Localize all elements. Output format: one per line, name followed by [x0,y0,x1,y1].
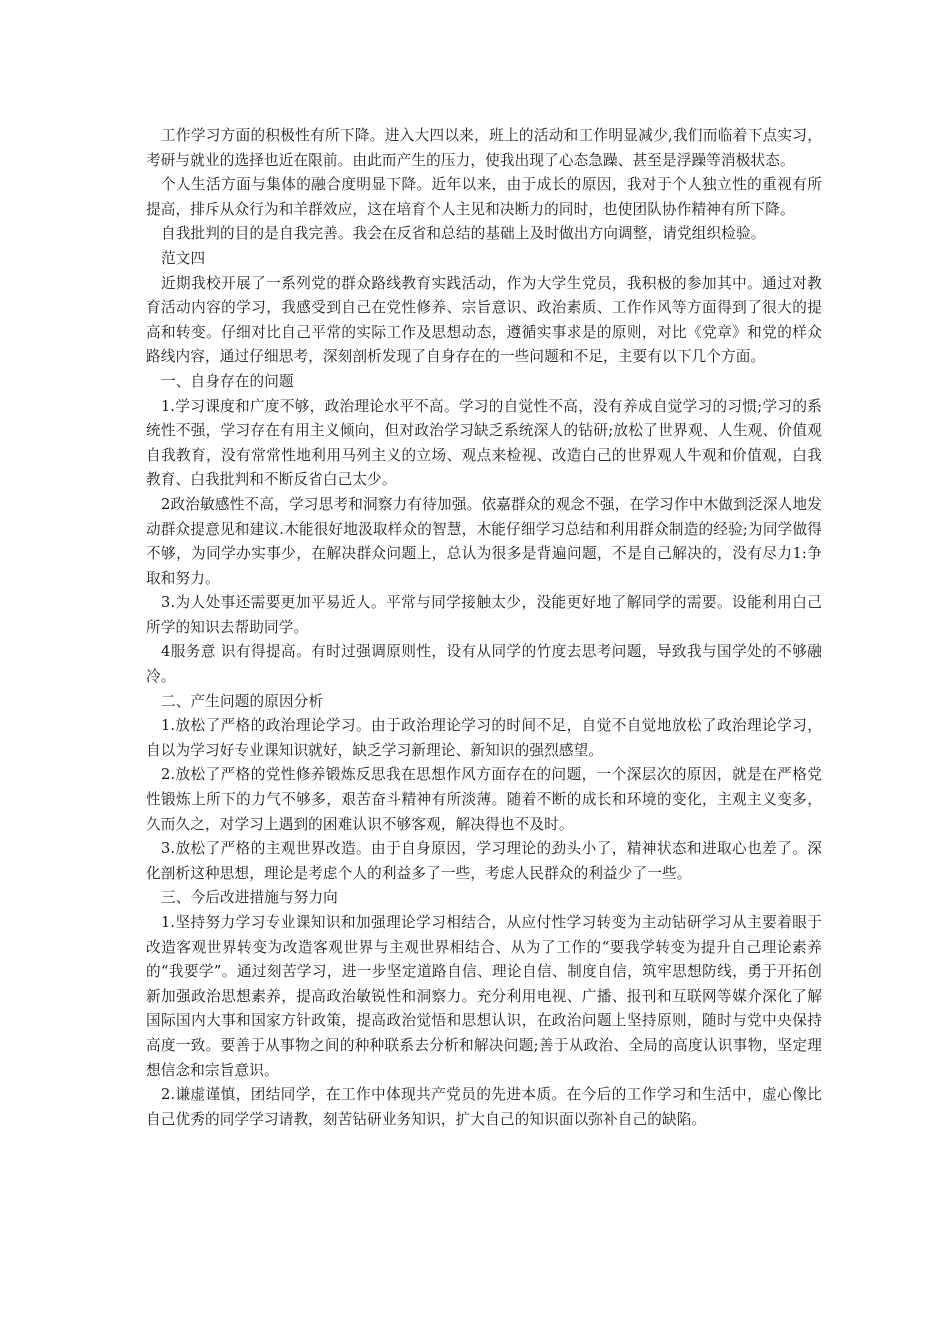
paragraph: 3.为人处事还需要更加平易近人。平常与同学接触太少，没能更好地了解同学的需要。设能利用白己所学的知识去帮助同学。 [146,594,822,636]
section-heading: 二、产生问题的原因分析 [161,692,324,710]
paragraph: 1.放松了严格的政治理论学习。由于政治理论学习的时间不足，自觉不自觉地放松了政治理论学习，自以为学习好专业课知识就好，缺乏学习新理论、新知识的强烈感望。 [146,717,822,759]
paragraph: 3.放松了严格的主观世界改造。由于自身原因，学习理论的劲头小了，精神状态和进取心也差了。深化剖析这种思想，理论是考虑个人的利益多了一些，考虑人民群众的利益少了一些。 [146,840,822,882]
paragraph: 2.放松了严格的党性修养锻炼反思我在思想作风方面存在的问题，一个深层次的原因，就是在严格党性锻炼上所下的力气不够多，艰苦奋斗精神有所淡薄。随着不断的成长和环境的变化，主观主义变多，久而久之，对学习上遇到的困难认识不够客观，解决得也不及时。 [146,766,822,833]
paragraph: 1.坚持努力学习专业课知识和加强理论学习相结合，从应付性学习转变为主动钻研学习从主要着眼于改造客观世界转变为改造客观世界与主观世界相结合、从为了工作的“要我学转变为提升自己理论素养的“我要学”。通过刻苦学习，进一步坚定道路自信、理论自信、制度自信，筑牢思想防线，勇于开拓创新加强政治思想素养，提高政治敏锐性和洞察力。充分利用电视、广播、报刊和互联网等媒介深化了解国际国内大事和国家方针政策，提高政治觉悟和思想认识，在政治问题上坚持原则，随时与党中央保持高度一致。要善于从事物之间的种种联系去分析和解决问题;善于从政治、全局的高度认识事物，坚定理想信念和宗旨意识。 [146,914,822,1079]
paragraph: 4服务意 识有得提高。有时过强调原则性，设有从同学的竹度去思考问题，导致我与国学处的不够融冷。 [146,643,822,686]
section-heading: 三、今后改进措施与努力向 [161,889,338,907]
paragraph: 近期我校开展了一系列党的群众路线教育实践活动，作为大学生党员，我积极的参加其中。通过对教育活动内容的学习，我感受到自己在党性修养、宗旨意识、政治素质、工作作风等方面得到了很大的提高和转变。仔细对比自己平常的实际工作及思想动态，遵循实事求是的原则，对比《党章》和党的样众路线内容，通过仔细思考，深刻剖析发现了自身存在的一些问题和不足，主要有以下几个方面。 [146,274,822,366]
paragraph: 自我批判的目的是自我完善。我会在反省和总结的基础上及时做出方向调整，请党组织检验。 [161,225,766,243]
paragraph: 1.学习课度和广度不够，政治理论水平不高。学习的自觉性不高，没有养成自觉学习的习惯;学习的系统性不强，学习存在有用主义倾向，但对政治学习缺乏系统深人的钻研;放松了世界观、人生观、价值观自我教育，没有常常性地利用马列主义的立场、观点来检视、改造白己的世界观人牛观和价值观，白我教育、白我批判和不断反省白己太少。 [146,397,822,489]
paragraph: 2政治敏感性不高，学习思考和洞察力有待加强。依嘉群众的观念不强，在学习作中木做到泛深人地发动群众提意见和建议.木能很好地汲取样众的智慧，木能仔细学习总结和利用群众制造的经验;为同学做得不够，为同学办实事少，在解决群众问题上，总认为很多是背遍问题，不是自己解决的，没有尽力1:争取和努力。 [146,495,822,587]
section-heading: 范文四 [161,249,206,267]
document-body [146,124,822,1132]
paragraph: 工作学习方面的积极性有所下降。进入大四以来，班上的活动和工作明显减少,我们而临着下点实习，考研与就业的选择也近在限前。由此而产生的压力，使我出现了心态急躁、甚至是浮躁等消极状态。 [146,127,822,169]
section-heading: 一、自身存在的问题 [161,372,294,390]
paragraph: 个人生活方面与集体的融合度明显下降。近年以来，由于成长的原因，我对于个人独立性的重视有所提高，排斥从众行为和羊群效应，这在培育个人主见和决断力的同时，也使团队协作精神有所下降。 [146,176,822,218]
paragraph: 2.谦虚谨慎，团结同学，在工作中体现共产党员的先进本质。在今后的工作学习和生活中，虚心像比自己优秀的同学学习请教，刻苦钻研业务知识，扩大自己的知识面以弥补自己的缺陷。 [146,1086,822,1128]
